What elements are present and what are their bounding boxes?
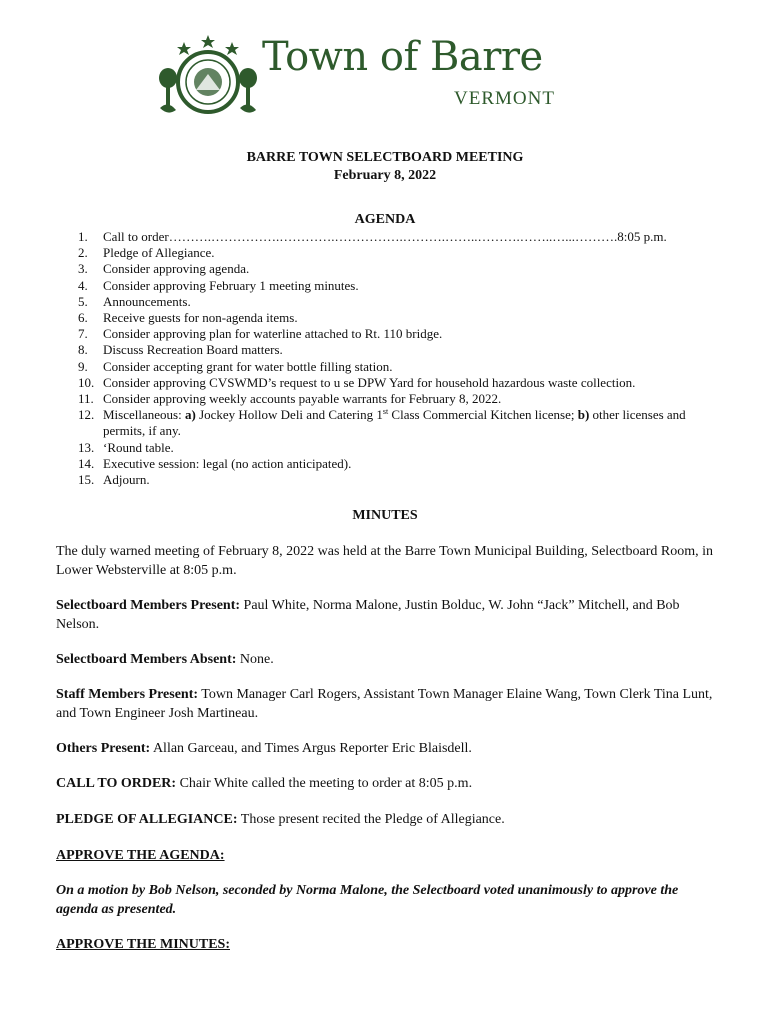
pledge-of-allegiance: PLEDGE OF ALLEGIANCE: Those present recited the Pledge of Allegiance. [56,812,505,827]
agenda-number: 2. [78,245,88,261]
logo-state: VERMONT [454,88,555,109]
meeting-date: February 8, 2022 [333,168,437,183]
staff-present: Staff Members Present: Town Manager Carl Rogers, Assistant Town Manager Elaine Wang, Town Clerk Tina Lunt, and Town Engineer Josh Martineau. [56,687,713,721]
agenda-text: Consider approving weekly accounts payable warrants for February 8, 2022. [103,391,502,407]
agenda-text: Consider approving plan for waterline attached to Rt. 110 bridge. [103,326,443,342]
minutes-heading: MINUTES [352,508,418,523]
agenda-number: 5. [78,293,88,309]
agenda-item [78,407,718,439]
agenda-text: Discuss Recreation Board matters. [103,342,283,358]
agenda-item [78,472,718,488]
agenda-number: 9. [78,358,88,374]
agenda-number: 8. [78,342,88,358]
agenda-number: 13. [78,439,95,455]
town-logo [158,30,568,120]
agenda-number: 14. [78,455,95,471]
agenda-item [78,310,718,326]
agenda-number: 11. [78,391,94,407]
agenda-text: Consider approving CVSWMD’s request to u se DPW Yard for household hazardous waste collection. [103,374,636,390]
agenda-text: Consider approving agenda. [103,261,250,277]
agenda-time: 8:05 p.m. [617,229,667,244]
call-to-order: CALL TO ORDER: Chair White called the meeting to order at 8:05 p.m. [56,776,473,791]
agenda-number: 1. [78,229,88,244]
agenda-item [78,456,718,472]
members-absent: Selectboard Members Absent: None. [56,652,274,667]
agenda-number: 15. [78,472,95,488]
approve-minutes-heading: APPROVE THE MINUTES: [56,937,230,952]
agenda-text: Pledge of Allegiance. [103,245,215,261]
agenda-number: 6. [78,310,88,326]
agenda-item [78,278,718,294]
agenda-item [78,391,718,407]
agenda-text: Consider approving February 1 meeting minutes. [103,277,359,293]
meeting-title: BARRE TOWN SELECTBOARD MEETING [246,150,524,165]
agenda-text: Call to order……….…………….………….…………….……….……..……….……..…...……….8:05 p.m. [103,229,667,244]
agenda-item [78,359,718,375]
agenda-number: 3. [78,261,88,277]
agenda-number: 10. [78,374,95,390]
logo-wordmark: Town of Barre [262,34,543,80]
agenda-item [78,375,718,391]
agenda-text: Consider accepting grant for water bottle filling station. [103,358,393,374]
agenda-item [78,245,718,261]
members-present: Selectboard Members Present: Paul White, Norma Malone, Justin Bolduc, W. John “Jack” Mitchell, and Bob Nelson. [56,598,680,632]
agenda-item [78,261,718,277]
agenda-number: 7. [78,326,88,342]
agenda-item [78,440,718,456]
agenda-item [78,294,718,310]
agenda-heading: AGENDA [354,212,416,227]
others-present: Others Present: Allan Garceau, and Times Argus Reporter Eric Blaisdell. [56,741,472,756]
agenda-item [78,229,718,245]
agenda-item [78,326,718,342]
agenda-list [78,229,718,488]
agenda-text: Adjourn. [103,472,150,488]
agenda-text: Receive guests for non-agenda items. [103,310,298,326]
agenda-number: 4. [78,277,88,293]
agenda-number: 12. [78,407,95,423]
agenda-item [78,342,718,358]
approve-agenda-heading: APPROVE THE AGENDA: [56,848,225,863]
town-seal-icon [158,30,258,120]
minutes-intro: The duly warned meeting of February 8, 2022 was held at the Barre Town Municipal Building, Selectboard Room, in Lower Websterville at 8:05 p.m. [56,544,714,578]
agenda-text: Miscellaneous: a) Jockey Hollow Deli and Catering 1st Class Commercial Kitchen license; b) other licenses and permits, if any. [103,407,686,439]
agenda-text: ‘Round table. [103,439,174,455]
agenda-text: Executive session: legal (no action anticipated). [103,455,352,471]
approve-agenda-motion: On a motion by Bob Nelson, seconded by Norma Malone, the Selectboard voted unanimously to approve the agenda as presented. [56,883,679,917]
agenda-text: Announcements. [103,293,191,309]
